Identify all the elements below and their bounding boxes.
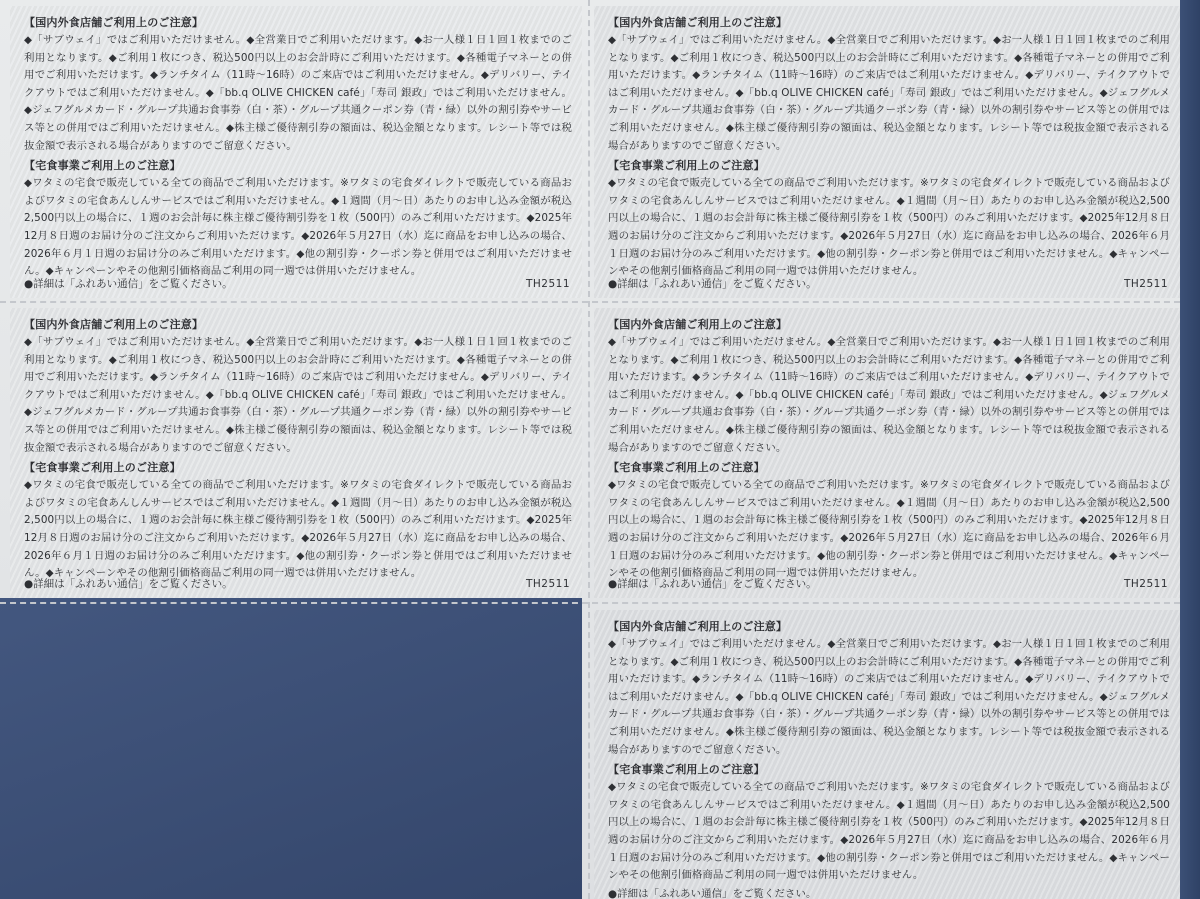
restaurant-section-text: ◆「サブウェイ」ではご利用いただけません。◆全営業日でご利用いただけます。◆お一人様１日１回１枚までのご利用となります。◆ご利用１枚につき、税込500円以上のお会計時にご利用いただけます。◆各種電子マネーとの併用でご利用いただけます。◆ランチタイム（11時〜16時）のご来店ではご利用いただけません。◆デリバリー、テイクアウトではご利用いただけません。◆「bb.q OLIVE CHICKEN café」「寿司 銀政」ではご利用いただけません。◆ジェフグルメカード・グループ共通お食事券（白・茶）・グループ共通クーポン券（青・緑）以外の割引券やサービス等との併用ではご利用いただけません。◆株主様ご優待割引券の額面は、税込金額となります。レシート等では税抜金額で表示される場合がありますのでご留意ください。 xyxy=(24,336,572,454)
delivery-section-title: 【宅食事業ご利用上のご注意】 xyxy=(608,763,765,777)
restaurant-section-title: 【国内外食店舗ご利用上のご注意】 xyxy=(24,16,204,29)
restaurant-section-title: 【国内外食店舗ご利用上のご注意】 xyxy=(24,318,204,331)
perforation-line xyxy=(0,301,1180,303)
coupon-footer xyxy=(608,276,1168,292)
delivery-section-text: ◆ワタミの宅食で販売している全ての商品でご利用いただけます。※ワタミの宅食ダイレクトで販売している商品およびワタミの宅食あんしんサービスではご利用いただけません。◆１週間（月〜日）あたりのお申し込み金額が税込2,500円以上の場合に、１週のお会計毎に株主様ご優待割引券を１枚（500円）のみご利用いただけます。◆2025年12月８日週のお届け分のご注文からご利用いただけます。◆2026年５月27日（水）迄に商品をお申し込みの場合、2026年６月１日週のお届け分のみご利用いただけます。◆他の割引券・クーポン券と併用ではご利用いただけません。◆キャンペーンやその他割引価格商品ご利用の同一週では併用いただけません。 xyxy=(608,479,1170,580)
footer-note: ●詳細は「ふれあい通信」をご覧ください。 xyxy=(24,578,233,590)
coupon-ticket xyxy=(594,308,1180,598)
coupon-code: TH2511 xyxy=(525,578,570,590)
coupon-code: TH2511 xyxy=(525,278,570,290)
restaurant-section-title: 【国内外食店舗ご利用上のご注意】 xyxy=(608,620,788,633)
coupon-footer xyxy=(24,276,570,292)
coupon-ticket xyxy=(594,6,1180,298)
restaurant-section-text: ◆「サブウェイ」ではご利用いただけません。◆全営業日でご利用いただけます。◆お一人様１日１回１枚までのご利用となります。◆ご利用１枚につき、税込500円以上のお会計時にご利用いただけます。◆各種電子マネーとの併用でご利用いただけます。◆ランチタイム（11時〜16時）のご来店ではご利用いただけません。◆デリバリー、テイクアウトではご利用いただけません。◆「bb.q OLIVE CHICKEN café」「寿司 銀政」ではご利用いただけません。◆ジェフグルメカード・グループ共通お食事券（白・茶）・グループ共通クーポン券（青・緑）以外の割引券やサービス等との併用ではご利用いただけません。◆株主様ご優待割引券の額面は、税込金額となります。レシート等では税抜金額で表示される場合がありますのでご留意ください。 xyxy=(608,638,1170,756)
restaurant-section-text: ◆「サブウェイ」ではご利用いただけません。◆全営業日でご利用いただけます。◆お一人様１日１回１枚までのご利用となります。◆ご利用１枚につき、税込500円以上のお会計時にご利用いただけます。◆各種電子マネーとの併用でご利用いただけます。◆ランチタイム（11時〜16時）のご来店ではご利用いただけません。◆デリバリー、テイクアウトではご利用いただけません。◆「bb.q OLIVE CHICKEN café」「寿司 銀政」ではご利用いただけません。◆ジェフグルメカード・グループ共通お食事券（白・茶）・グループ共通クーポン券（青・緑）以外の割引券やサービス等との併用ではご利用いただけません。◆株主様ご優待割引券の額面は、税込金額となります。レシート等では税抜金額で表示される場合がありますのでご留意ください。 xyxy=(608,34,1170,152)
perforation-line xyxy=(0,602,1180,604)
perforation-line xyxy=(588,0,590,899)
delivery-section-title: 【宅食事業ご利用上のご注意】 xyxy=(24,461,181,475)
delivery-section-title: 【宅食事業ご利用上のご注意】 xyxy=(24,159,181,173)
restaurant-section-text: ◆「サブウェイ」ではご利用いただけません。◆全営業日でご利用いただけます。◆お一人様１日１回１枚までのご利用となります。◆ご利用１枚につき、税込500円以上のお会計時にご利用いただけます。◆各種電子マネーとの併用でご利用いただけます。◆ランチタイム（11時〜16時）のご来店ではご利用いただけません。◆デリバリー、テイクアウトではご利用いただけません。◆「bb.q OLIVE CHICKEN café」「寿司 銀政」ではご利用いただけません。◆ジェフグルメカード・グループ共通お食事券（白・茶）・グループ共通クーポン券（青・緑）以外の割引券やサービス等との併用ではご利用いただけません。◆株主様ご優待割引券の額面は、税込金額となります。レシート等では税抜金額で表示される場合がありますのでご留意ください。 xyxy=(24,34,572,152)
coupon-ticket xyxy=(594,610,1180,899)
background-surface-lower xyxy=(0,598,582,899)
delivery-section-title: 【宅食事業ご利用上のご注意】 xyxy=(608,461,765,475)
background-surface xyxy=(1180,0,1200,899)
delivery-section-text: ◆ワタミの宅食で販売している全ての商品でご利用いただけます。※ワタミの宅食ダイレクトで販売している商品およびワタミの宅食あんしんサービスではご利用いただけません。◆１週間（月〜日）あたりのお申し込み金額が税込2,500円以上の場合に、１週のお会計毎に株主様ご優待割引券を１枚（500円）のみご利用いただけます。◆2025年12月８日週のお届け分のご注文からご利用いただけます。◆2026年５月27日（水）迄に商品をお申し込みの場合、2026年６月１日週のお届け分のみご利用いただけます。◆他の割引券・クーポン券と併用ではご利用いただけません。◆キャンペーンやその他割引価格商品ご利用の同一週では併用いただけません。 xyxy=(24,177,572,278)
coupon-ticket xyxy=(10,6,582,298)
restaurant-section-title: 【国内外食店舗ご利用上のご注意】 xyxy=(608,318,788,331)
footer-note: ●詳細は「ふれあい通信」をご覧ください。 xyxy=(608,887,817,899)
coupon-code: TH2511 xyxy=(1123,278,1168,290)
footer-note: ●詳細は「ふれあい通信」をご覧ください。 xyxy=(24,278,233,290)
footer-note: ●詳細は「ふれあい通信」をご覧ください。 xyxy=(608,578,817,590)
delivery-section-text: ◆ワタミの宅食で販売している全ての商品でご利用いただけます。※ワタミの宅食ダイレクトで販売している商品およびワタミの宅食あんしんサービスではご利用いただけません。◆１週間（月〜日）あたりのお申し込み金額が税込2,500円以上の場合に、１週のお会計毎に株主様ご優待割引券を１枚（500円）のみご利用いただけます。◆2025年12月８日週のお届け分のご注文からご利用いただけます。◆2026年５月27日（水）迄に商品をお申し込みの場合、2026年６月１日週のお届け分のみご利用いただけます。◆他の割引券・クーポン券と併用ではご利用いただけません。◆キャンペーンやその他割引価格商品ご利用の同一週では併用いただけません。 xyxy=(608,177,1170,278)
delivery-section-text: ◆ワタミの宅食で販売している全ての商品でご利用いただけます。※ワタミの宅食ダイレクトで販売している商品およびワタミの宅食あんしんサービスではご利用いただけません。◆１週間（月〜日）あたりのお申し込み金額が税込2,500円以上の場合に、１週のお会計毎に株主様ご優待割引券を１枚（500円）のみご利用いただけます。◆2025年12月８日週のお届け分のご注文からご利用いただけます。◆2026年５月27日（水）迄に商品をお申し込みの場合、2026年６月１日週のお届け分のみご利用いただけます。◆他の割引券・クーポン券と併用ではご利用いただけません。◆キャンペーンやその他割引価格商品ご利用の同一週では併用いただけません。 xyxy=(608,781,1170,882)
coupon-footer xyxy=(24,576,570,592)
coupon-footer xyxy=(608,576,1168,592)
restaurant-section-text: ◆「サブウェイ」ではご利用いただけません。◆全営業日でご利用いただけます。◆お一人様１日１回１枚までのご利用となります。◆ご利用１枚につき、税込500円以上のお会計時にご利用いただけます。◆各種電子マネーとの併用でご利用いただけます。◆ランチタイム（11時〜16時）のご来店ではご利用いただけません。◆デリバリー、テイクアウトではご利用いただけません。◆「bb.q OLIVE CHICKEN café」「寿司 銀政」ではご利用いただけません。◆ジェフグルメカード・グループ共通お食事券（白・茶）・グループ共通クーポン券（青・緑）以外の割引券やサービス等との併用ではご利用いただけません。◆株主様ご優待割引券の額面は、税込金額となります。レシート等では税抜金額で表示される場合がありますのでご留意ください。 xyxy=(608,336,1170,454)
restaurant-section-title: 【国内外食店舗ご利用上のご注意】 xyxy=(608,16,788,29)
coupon-code: TH2511 xyxy=(1123,578,1168,590)
delivery-section-title: 【宅食事業ご利用上のご注意】 xyxy=(608,159,765,173)
coupon-ticket xyxy=(10,308,582,598)
delivery-section-text: ◆ワタミの宅食で販売している全ての商品でご利用いただけます。※ワタミの宅食ダイレクトで販売している商品およびワタミの宅食あんしんサービスではご利用いただけません。◆１週間（月〜日）あたりのお申し込み金額が税込2,500円以上の場合に、１週のお会計毎に株主様ご優待割引券を１枚（500円）のみご利用いただけます。◆2025年12月８日週のお届け分のご注文からご利用いただけます。◆2026年５月27日（水）迄に商品をお申し込みの場合、2026年６月１日週のお届け分のみご利用いただけます。◆他の割引券・クーポン券と併用ではご利用いただけません。◆キャンペーンやその他割引価格商品ご利用の同一週では併用いただけません。 xyxy=(24,479,572,580)
footer-note: ●詳細は「ふれあい通信」をご覧ください。 xyxy=(608,278,817,290)
